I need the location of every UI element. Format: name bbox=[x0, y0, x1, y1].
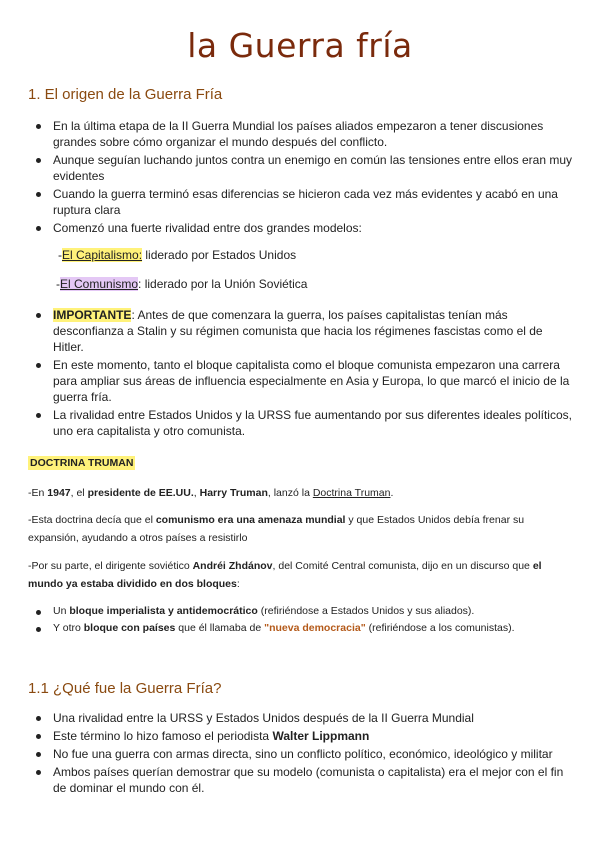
truman-name: Harry Truman bbox=[199, 487, 268, 499]
origen-bullet-list-2 bbox=[33, 307, 573, 441]
list-item: La rivalidad entre Estados Unidos y la URSS fue aumentando por sus diferentes ideales políticos, uno era capitalista y otro comunista. bbox=[33, 407, 573, 439]
text-span: No fue una guerra con armas directa, sino un conflicto político, económico, ideológico y militar bbox=[53, 747, 553, 761]
lippmann-name: Walter Lippmann bbox=[272, 729, 370, 743]
important-label: IMPORTANTE bbox=[53, 308, 132, 322]
bold-text: el mundo ya estaba dividido en dos bloques bbox=[28, 560, 542, 590]
text-span: , bbox=[193, 487, 200, 499]
year-text: 1947 bbox=[47, 487, 71, 499]
text-span: y que Estados Unidos debía frenar su expansión, ayudando a otros países a resistirlo bbox=[28, 514, 525, 544]
bold-text: bloque imperialista y antidemocrático bbox=[69, 605, 258, 617]
text-span: Este término lo hizo famoso el periodista bbox=[53, 729, 273, 743]
zhdanov-name: Andréi Zhdánov bbox=[192, 560, 273, 572]
section-heading-origen: 1. El origen de la Guerra Fría bbox=[28, 86, 223, 103]
capitalismo-term: El Capitalismo: bbox=[62, 248, 143, 262]
doctrina-truman-tag: DOCTRINA TRUMAN bbox=[30, 457, 134, 469]
list-item: Comenzó una fuerte rivalidad entre dos grandes modelos: bbox=[33, 220, 573, 236]
comunismo-term: El Comunismo bbox=[60, 277, 139, 291]
list-item bbox=[33, 621, 573, 636]
text-span: -Por su parte, el dirigente soviético bbox=[28, 560, 193, 572]
list-item: Aunque seguían luchando juntos contra un enemigo en común las tensiones entre ellos eran muy evidentes bbox=[33, 152, 573, 184]
text-span: , del Comité Central comunista, dijo en un discurso que bbox=[272, 560, 533, 572]
text-span: . bbox=[390, 487, 394, 499]
text-span: que él llamaba de bbox=[175, 622, 265, 634]
comunismo-line bbox=[56, 277, 307, 291]
text-span: -Esta doctrina decía que el bbox=[28, 514, 156, 526]
president-text: presidente de EE.UU. bbox=[87, 487, 194, 499]
important-text: : Antes de que comenzara la guerra, los países capitalistas tenían más desconfianza a Stalin y su régimen comunista que hacia los régimenes fascistas como el de Hitler. bbox=[53, 308, 543, 354]
list-item bbox=[33, 764, 573, 796]
capitalismo-line bbox=[58, 248, 296, 262]
list-item bbox=[33, 728, 573, 744]
list-item: Cuando la guerra terminó esas diferencias se hicieron cada vez más evidentes y acabó en una ruptura clara bbox=[33, 186, 573, 218]
capitalismo-rest: liderado por Estados Unidos bbox=[142, 248, 297, 262]
comunismo-prefix: - bbox=[56, 277, 60, 291]
doctrina-truman-link: Doctrina Truman bbox=[312, 487, 391, 499]
que-fue-bullet-list bbox=[33, 710, 573, 798]
blocs-bullet-list bbox=[33, 604, 573, 638]
capitalismo-prefix: - bbox=[58, 248, 62, 262]
truman-paragraph-1 bbox=[28, 484, 576, 502]
list-item bbox=[33, 710, 573, 726]
bold-text: comunismo era una amenaza mundial bbox=[155, 514, 346, 526]
text-span: , lanzó la bbox=[267, 487, 313, 499]
list-item bbox=[33, 604, 573, 619]
comunismo-rest: : liderado por la Unión Soviética bbox=[138, 277, 308, 291]
text-span: , el bbox=[70, 487, 88, 499]
text-span: Ambos países querían demostrar que su modelo (comunista o capitalista) era el mejor con el fin de dominar el mundo con él. bbox=[53, 765, 564, 795]
list-item: En la última etapa de la II Guerra Mundial los países aliados empezaron a tener discusiones grandes sobre cómo organizar el mundo después del conflicto. bbox=[33, 118, 573, 150]
section-heading-que-fue: 1.1 ¿Qué fue la Guerra Fría? bbox=[28, 680, 222, 697]
text-span: Una rivalidad entre la URSS y Estados Unidos después de la II Guerra Mundial bbox=[53, 711, 474, 725]
truman-paragraph-2 bbox=[28, 511, 576, 547]
list-item: En este momento, tanto el bloque capitalista como el bloque comunista empezaron una carrera para ampliar sus áreas de influencia especialmente en Asia y Europa, lo que marcó el inicio de la guerra fría. bbox=[33, 357, 573, 405]
list-item-important bbox=[33, 307, 573, 355]
bold-text: bloque con países bbox=[83, 622, 176, 634]
list-item bbox=[33, 746, 573, 762]
text-span: -En bbox=[28, 487, 48, 499]
text-span: Y otro bbox=[53, 622, 84, 634]
text-span: (refiriéndose a los comunistas). bbox=[365, 622, 515, 634]
text-span: : bbox=[236, 578, 240, 590]
origen-bullet-list bbox=[33, 118, 573, 238]
page-title: la Guerra fría bbox=[187, 26, 413, 65]
text-span: (refiriéndose a Estados Unidos y sus aliados). bbox=[257, 605, 475, 617]
quote-text: "nueva democracia" bbox=[264, 622, 366, 634]
text-span: Un bbox=[53, 605, 70, 617]
truman-paragraph-3 bbox=[28, 557, 576, 593]
